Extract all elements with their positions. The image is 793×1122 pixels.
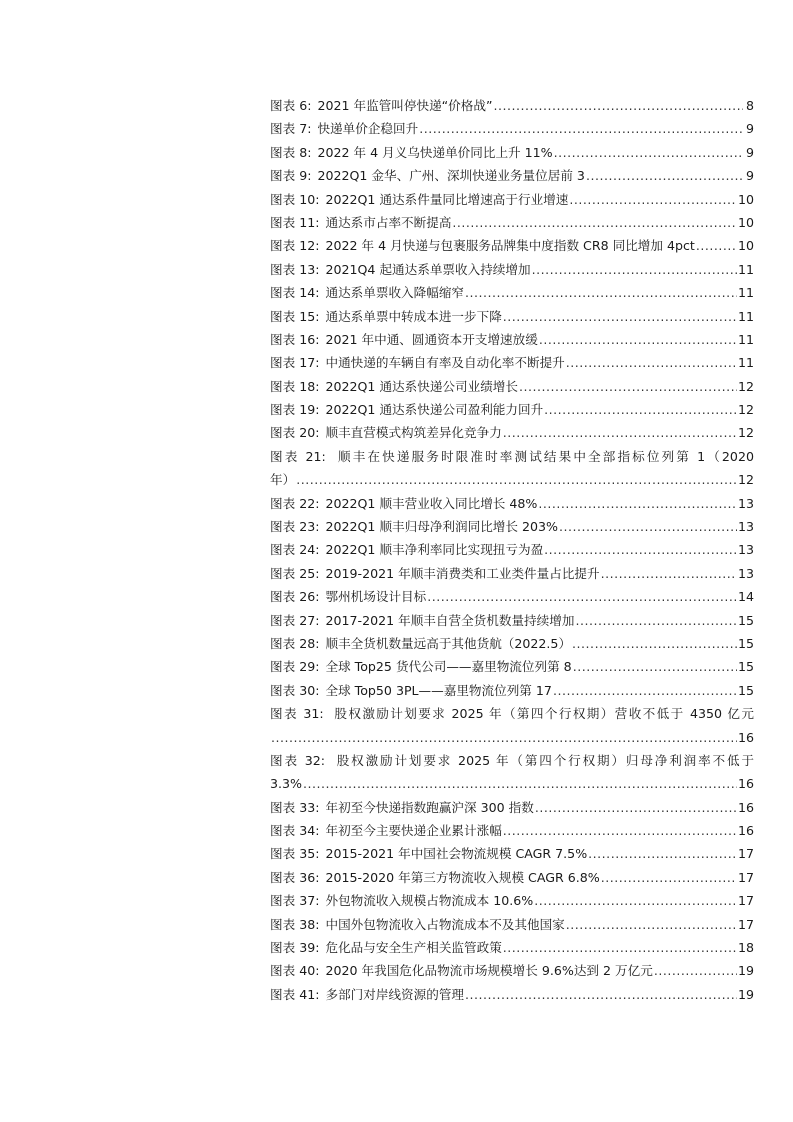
toc-entry[interactable] xyxy=(270,889,754,912)
toc-entry-title: 图表 24: 2022Q1 顺丰净利率同比实现扭亏为盈 xyxy=(270,542,544,558)
toc-entry-page: 17 xyxy=(737,846,754,862)
toc-entry-title: 图表 29: 全球 Top25 货代公司——嘉里物流位列第 8 xyxy=(270,659,572,675)
toc-entry[interactable] xyxy=(270,305,754,328)
toc-entry[interactable] xyxy=(270,211,754,234)
toc-entry-title: 图表 6: 2021 年监管叫停快递“价格战” xyxy=(270,97,493,113)
toc-entry-title: 图表 22: 2022Q1 顺丰营业收入同比增长 48% xyxy=(270,495,538,511)
toc-entry[interactable] xyxy=(270,983,754,1006)
toc-entry-title: 图表 7: 快递单价企稳回升 xyxy=(270,121,419,137)
leader-dots xyxy=(503,936,737,959)
toc-entry-page: 9 xyxy=(745,144,754,160)
toc-entry-title-continued: 年） xyxy=(270,472,296,488)
leader-dots xyxy=(588,842,737,865)
leader-dots xyxy=(566,913,737,936)
toc-entry-page: 13 xyxy=(737,565,754,581)
toc-entry-title: 图表 17: 中通快递的车辆自有率及自动化率不断提升 xyxy=(270,355,565,371)
toc-entry-page: 15 xyxy=(737,682,754,698)
toc-entry-title: 图表 10: 2022Q1 通达系件量同比增速高于行业增速 xyxy=(270,191,569,207)
toc-entry-title: 图表 12: 2022 年 4 月快递与包裹服务品牌集中度指数 CR8 同比增加 4pct xyxy=(270,238,695,254)
leader-dots xyxy=(553,679,737,702)
leader-dots xyxy=(503,819,737,842)
toc-entry[interactable] xyxy=(270,258,754,281)
toc-entry-page: 17 xyxy=(737,916,754,932)
toc-entry[interactable] xyxy=(270,562,754,585)
leader-dots xyxy=(532,258,737,281)
leader-dots xyxy=(535,796,737,819)
toc-entry-title: 图表 18: 2022Q1 通达系快递公司业绩增长 xyxy=(270,378,518,394)
toc-entry[interactable] xyxy=(270,679,754,702)
toc-entry-title: 图表 8: 2022 年 4 月义乌快递单价同比上升 11% xyxy=(270,144,553,160)
leader-dots xyxy=(696,234,737,257)
toc-entry-title: 图表 16: 2021 年中通、圆通资本开支增速放缓 xyxy=(270,331,538,347)
toc-entry[interactable] xyxy=(270,796,754,819)
toc-entry-page: 18 xyxy=(737,940,754,956)
toc-entry-title: 图表 39: 危化品与安全生产相关监管政策 xyxy=(270,940,502,956)
leader-dots xyxy=(575,609,737,632)
toc-entry-title: 图表 30: 全球 Top50 3PL——嘉里物流位列第 17 xyxy=(270,682,552,698)
toc-entry-page: 13 xyxy=(737,519,754,535)
toc-entry[interactable] xyxy=(270,398,754,421)
toc-entry-title-continued: 3.3% xyxy=(270,776,302,792)
leader-dots xyxy=(569,188,737,211)
leader-dots xyxy=(538,492,737,515)
toc-entry-page: 12 xyxy=(737,378,754,394)
toc-entry-page: 11 xyxy=(737,308,754,324)
toc-entry-page: 16 xyxy=(737,799,754,815)
toc-entry-31[interactable] xyxy=(270,702,754,749)
toc-entry-title: 图表 13: 2021Q4 起通达系单票收入持续增加 xyxy=(270,261,531,277)
leader-dots xyxy=(566,351,737,374)
toc-entry[interactable] xyxy=(270,609,754,632)
toc-entry-page: 19 xyxy=(737,986,754,1002)
toc-entry[interactable] xyxy=(270,585,754,608)
leader-dots xyxy=(465,983,737,1006)
toc-entry-page: 10 xyxy=(737,214,754,230)
toc-entry-page: 15 xyxy=(737,659,754,675)
leader-dots xyxy=(503,305,737,328)
toc-entry-32[interactable] xyxy=(270,749,754,796)
toc-entry-page: 9 xyxy=(745,168,754,184)
leader-dots xyxy=(554,141,743,164)
leader-dots xyxy=(534,889,737,912)
table-of-figures xyxy=(270,94,754,1006)
toc-entry-title: 图表 23: 2022Q1 顺丰归母净利润同比增长 203% xyxy=(270,519,558,535)
toc-entry[interactable] xyxy=(270,492,754,515)
toc-entry-page: 13 xyxy=(737,542,754,558)
leader-dots xyxy=(465,281,737,304)
toc-entry[interactable] xyxy=(270,421,754,444)
toc-entry-title: 图表 31: 股权激励计划要求 2025 年（第四个行权期）营收不低于 4350 亿元 xyxy=(270,706,754,722)
toc-entry-page: 10 xyxy=(737,238,754,254)
toc-entry[interactable] xyxy=(270,117,754,140)
toc-entry-page: 16 xyxy=(737,729,754,745)
leader-dots xyxy=(494,94,744,117)
leader-dots xyxy=(573,655,737,678)
toc-entry[interactable] xyxy=(270,515,754,538)
leader-dots xyxy=(586,164,743,187)
toc-entry[interactable] xyxy=(270,328,754,351)
leader-dots xyxy=(519,375,737,398)
toc-entry-title: 图表 37: 外包物流收入规模占物流成本 10.6% xyxy=(270,893,534,909)
toc-entry-page: 16 xyxy=(737,776,754,792)
leader-dots xyxy=(559,515,737,538)
leader-dots xyxy=(303,772,737,795)
toc-entry[interactable] xyxy=(270,164,754,187)
toc-entry-title: 图表 33: 年初至今快递指数跑赢沪深 300 指数 xyxy=(270,799,534,815)
toc-entry-title: 图表 11: 通达系市占率不断提高 xyxy=(270,214,452,230)
toc-entry-page: 19 xyxy=(737,963,754,979)
toc-entry[interactable] xyxy=(270,234,754,257)
toc-entry-page: 10 xyxy=(737,191,754,207)
toc-entry[interactable] xyxy=(270,655,754,678)
toc-entry-title: 图表 32: 股权激励计划要求 2025 年（第四个行权期）归母净利润率不低于 xyxy=(270,752,754,768)
leader-dots xyxy=(654,959,737,982)
toc-entry[interactable] xyxy=(270,959,754,982)
toc-entry-page: 11 xyxy=(737,261,754,277)
toc-entry-page: 12 xyxy=(737,472,754,488)
toc-entry-page: 14 xyxy=(737,589,754,605)
toc-entry-title: 图表 34: 年初至今主要快递企业累计涨幅 xyxy=(270,823,502,839)
toc-entry-title: 图表 35: 2015-2021 年中国社会物流规模 CAGR 7.5% xyxy=(270,846,588,862)
toc-entry-title: 图表 38: 中国外包物流收入占物流成本不及其他国家 xyxy=(270,916,565,932)
toc-entry-page: 11 xyxy=(737,285,754,301)
toc-entry-page: 11 xyxy=(737,355,754,371)
leader-dots xyxy=(544,538,737,561)
toc-entry[interactable] xyxy=(270,819,754,842)
toc-entry-title: 图表 28: 顺丰全货机数量远高于其他货航（2022.5） xyxy=(270,635,572,651)
toc-entry-title: 图表 40: 2020 年我国危化品物流市场规模增长 9.6%达到 2 万亿元 xyxy=(270,963,653,979)
toc-entry-page: 13 xyxy=(737,495,754,511)
leader-dots xyxy=(271,726,737,749)
leader-dots xyxy=(601,866,737,889)
toc-entry[interactable] xyxy=(270,375,754,398)
leader-dots xyxy=(572,632,737,655)
toc-entry[interactable] xyxy=(270,632,754,655)
toc-entry-page: 16 xyxy=(737,823,754,839)
toc-entry[interactable] xyxy=(270,936,754,959)
toc-entry-title: 图表 26: 鄂州机场设计目标 xyxy=(270,589,427,605)
toc-entry[interactable] xyxy=(270,866,754,889)
toc-entry-title: 图表 15: 通达系单票中转成本进一步下降 xyxy=(270,308,502,324)
toc-entry[interactable] xyxy=(270,281,754,304)
toc-entry-page: 11 xyxy=(737,331,754,347)
toc-entry-page: 17 xyxy=(737,893,754,909)
leader-dots xyxy=(452,211,737,234)
leader-dots xyxy=(601,562,737,585)
leader-dots xyxy=(503,421,737,444)
toc-entry[interactable] xyxy=(270,913,754,936)
toc-entry[interactable] xyxy=(270,188,754,211)
leader-dots xyxy=(427,585,737,608)
toc-entry-page: 15 xyxy=(737,612,754,628)
toc-entry-title: 图表 9: 2022Q1 金华、广州、深圳快递业务量位居前 3 xyxy=(270,168,585,184)
toc-entry-page: 12 xyxy=(737,402,754,418)
toc-entry-21[interactable] xyxy=(270,445,754,492)
toc-entry-title: 图表 36: 2015-2020 年第三方物流收入规模 CAGR 6.8% xyxy=(270,869,600,885)
toc-entry-title: 图表 27: 2017-2021 年顺丰自营全货机数量持续增加 xyxy=(270,612,575,628)
toc-entry-page: 17 xyxy=(737,869,754,885)
toc-entry[interactable] xyxy=(270,538,754,561)
toc-entry-page: 9 xyxy=(745,121,754,137)
leader-dots xyxy=(544,398,737,421)
toc-entry-title: 图表 25: 2019-2021 年顺丰消费类和工业类件量占比提升 xyxy=(270,565,600,581)
toc-entry-title: 图表 41: 多部门对岸线资源的管理 xyxy=(270,986,464,1002)
toc-entry[interactable] xyxy=(270,843,754,866)
toc-entry-page: 8 xyxy=(745,97,754,113)
leader-dots xyxy=(296,468,737,491)
toc-entry-title: 图表 19: 2022Q1 通达系快递公司盈利能力回升 xyxy=(270,402,544,418)
leader-dots xyxy=(539,328,737,351)
toc-entry-title: 图表 21: 顺丰在快递服务时限准时率测试结果中全部指标位列第 1（2020 xyxy=(270,448,754,464)
toc-entry-page: 12 xyxy=(737,425,754,441)
toc-entry[interactable] xyxy=(270,141,754,164)
toc-entry-title: 图表 20: 顺丰直营模式构筑差异化竞争力 xyxy=(270,425,502,441)
leader-dots xyxy=(419,117,743,140)
toc-entry[interactable] xyxy=(270,94,754,117)
toc-entry-title: 图表 14: 通达系单票收入降幅缩窄 xyxy=(270,285,464,301)
toc-entry[interactable] xyxy=(270,351,754,374)
toc-entry-page: 15 xyxy=(737,635,754,651)
